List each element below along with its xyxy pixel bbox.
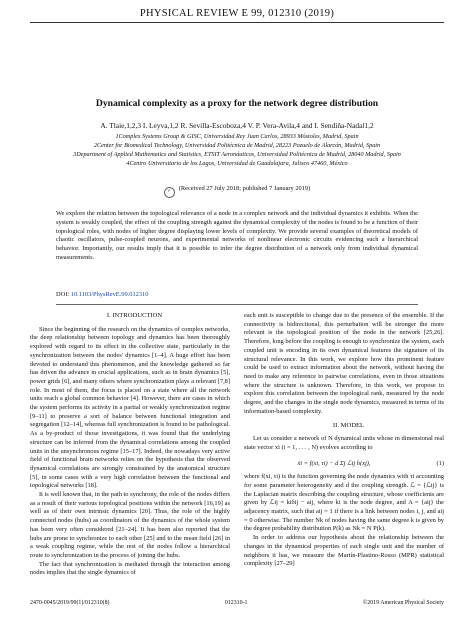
abstract: We explore the relation between the topological relevance of a node in a complex network and the individual dynamics it exhibits. When the system is weakly coupled, the effect of the coupling strength against the dynamical complexity of the nodes is found to be a function of their topological roles, with nodes of higher degree displaying lower levels of complexity. We provide several examples of theoretical models of chaotic oscillators, pulse-coupled neurons, and experimental networks of nonlinear electronic circuits evidencing such a hierarchical behavior. Importantly, our results imply that it is possible to infer the degree distribution of a network only from individual dynamical measurements. [56, 210, 418, 261]
equation-1 [244, 460, 444, 469]
section-title-model: II. MODEL [332, 422, 365, 430]
header-rule [30, 22, 444, 23]
intro-paragraph-2: It is well known that, in the path to synchrony, the role of the nodes differs as a result of their various topological positions within the network [16,19] as well as of their own intrinsic dynamics [20]. Thus, the role of the highly connected nodes (hubs) as coordinators of the dynamics of the whole system has been very often considered [21–24]. It has been also reported that the hubs are prone to synchronize to each other [25] and to the mean field [26] in a weak coupling regime, while the rest of the nodes follow a hierarchical route to synchronization in the process of joining the hubs. [30, 491, 230, 559]
affiliation-2: 2Center for Biomedical Technology, Universidad Politécnica de Madrid, 28223 Pozuelo de Alarcón, Madrid, Spain [93, 142, 381, 149]
footer-copyright: ©2019 American Physical Society [362, 600, 444, 606]
doi-label: DOI: [56, 291, 70, 298]
left-column [30, 312, 230, 578]
abstract-rule [56, 304, 418, 305]
paper-title: Dynamical complexity as a proxy for the network degree distribution [95, 98, 379, 109]
doi-line [56, 291, 148, 298]
affiliation-1: 1Complex Systems Group & GISC, Universidad Rey Juan Carlos, 28933 Móstoles, Madrid, Spain [115, 133, 359, 140]
model-description: where f(xi, τi) is the function governing the node dynamics with τi accounting for some parameter heterogeneity and d the coupling strength. ℒ = {ℒij} is the Laplacian matrix describing the coupling structure, whose coefficients are given by ℒij = kiδij − aij, where ki is the node degree, and A = {aij} the adjacency matrix, such that aij = 1 if there is a link between nodes i, j, and aij = 0 otherwise. The number Nk of nodes having the same degree k is given by the degree probability distribution P(k) as Nk = N P(k). [244, 473, 444, 533]
crossmark-icon[interactable]: ✓ [164, 187, 175, 198]
right-column [244, 312, 444, 569]
doi-link[interactable]: 10.1103/PhysRevE.99.012310 [70, 291, 149, 298]
intro-paragraph-1: Since the beginning of the research on the dynamics of complex networks, the deep relationship between topology and dynamics has been thoroughly explored with regard to its effect in the collective state, particularly in the synchronization between the nodes' dynamics [1–4]. A huge effort has been devoted to understand this phenomenon, and the knowledge gathered so far has driven the advance in crucial applications, such as in brain dynamics [5], power grids [6], and many others where synchronization plays a relevant [7,8] role. In most of them, the focus is placed on a state where all the network units reach a global common behavior [4]. However, there are cases in which the system performs its activity in a partial or weakly synchronization regime [9–11] to preserve a sort of balance between functional integration and segregation [12–14], whereas full synchronization is found to be pathological. As a by-product of those investigations, it was found that the underlying structure can be inferred from the dynamical correlations among the coupled units in the unsynchronous regime [15–17]. Indeed, the nowadays very active field of functional brain networks relies on the hypothesis that the observed dynamical correlations are strongly constrained by the anatomical structure [5], in some cases with a very high correlation between the functional and topological networks [18]. [30, 325, 230, 490]
section-title-introduction: I. INTRODUCTION [106, 312, 163, 319]
model-paragraph-last: In order to address our hypothesis about the relationship between the changes in the dynamical properties of each single unit and the number of neighbors it has, we measure the Martín-Plastino-Rosso (MPR) statistical complexity [27–29] [244, 534, 444, 568]
affiliation-3: 3Department of Applied Mathematics and Statistics, ETSIT Aeronáuticos, Universidad Politécnica de Madrid, 28040 Madrid, Spain [73, 151, 401, 158]
journal-header: PHYSICAL REVIEW E 99, 012310 (2019) [139, 8, 335, 19]
author-list: A. Tlaie,1,2,3 I. Leyva,1,2 R. Sevilla-Escoboza,4 V. P. Vera-Avila,4 and I. Sendiña-Nadal1,2 [100, 121, 374, 130]
footer-page-number: 012310-1 [224, 600, 248, 606]
page-footer [30, 600, 444, 606]
equation-number: (1) [436, 459, 444, 467]
model-intro: Let us consider a network of N dynamical units whose m dimensional real state vector xi (i = 1, . . . , N) evolves according to [244, 435, 444, 451]
affiliation-4: 4Centro Universitario de los Lagos, Universidad de Guadalajara, Jalisco 47460, México [126, 160, 348, 167]
footer-issn: 2470-0045/2019/99(1)/012310(8) [30, 600, 110, 606]
received-line [0, 185, 474, 198]
received-dates: (Received 27 July 2018; published 7 January 2019) [178, 185, 311, 192]
intro-paragraph-3: The fact that synchronization is mediated through the interaction among nodes implies that the single dynamics of [30, 560, 230, 577]
right-paragraph-1: each unit is susceptible to change due to the presence of the ensemble. If the connectivity is bidirectional, this perturbation will be stronger the more relevant is the topological position of the node in the network [25,26]. Therefore, long before the coupling is enough to synchronize the system, each coupled unit is encoding in its own dynamical features the signature of its structural relevance. In this work, we explore how this prominent feature could be used to extract information about the network, without having the need to make any reference to pairwise correlations, even in those situations where the structure is unknown. Therefore, in this work, we propose to explore this correlation between the topological rank, measured by the node degree, and the changes in the single node dynamics, measured in terms of its information-based complexity. [244, 312, 444, 415]
equation-body: ẋi = f(xi, τi) − d Σj ℒij h(xj), [297, 459, 371, 467]
